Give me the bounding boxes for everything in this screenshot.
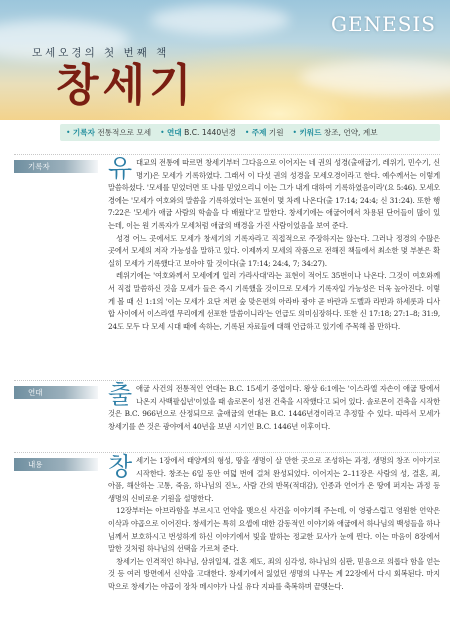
section-label-content: 내용 — [14, 458, 98, 471]
cloud-decoration — [150, 5, 290, 35]
info-item-keyword: • 키워드 창조, 언약, 계보 — [292, 128, 378, 137]
dropcap: 유 — [108, 154, 133, 183]
date-body: 출애굽 사건의 전통적인 연대는 B.C. 15세기 중엽이다. 왕상 6:1에는 '이스라엘 자손이 애굽 땅에서 나온지 사백팔십년'이었을 때 솔로몬이 성전 건축을 시작했다고 되어 있다. 솔로몬이 건축을 시작한 것은 B.C. 966년으로 산정되므로 출애굽의 연대는 B.C. 1446년경이라고 추정할 수 있다. 따라서 모세가 창세기를 쓴 것은 광야에서 40년을 보낸 시기인 B.C. 1446년 이후이다. — [108, 380, 440, 431]
title-banner — [0, 0, 450, 120]
info-item-author: • 기록자 전통적으로 모세 — [66, 128, 152, 137]
author-body: 유대교의 전통에 따르면 창세기부터 그다음으로 이어지는 네 권의 성경(출애굽기, 레위기, 민수기, 신명기)은 모세가 기록하였다. 그래서 이 다섯 권의 성경을 모세오경이라고 한다. 예수께서는 이렇게 말씀하셨다. '모세를 믿었더면 또 나를 믿었으리니 이는 그가 내게 대하여 기록하였음이라'(요 5:46). 모세오경에는 '모세가 여호와의 말씀을 기록하였더'는 표현이 몇 차례 나온다(출 17:14; 24:4; 신 31:24). 또한 행 7:22은 '모세가 애굽 사람의 학술을 다 배웠다'고 말한다. 창세기에는 애굽어에서 차용된 단어들이 많이 있는데, 이는 원 기록자가 모세처럼 애굽의 배경을 가진 사람이었음을 보여 준다. 성경 어느 곳에서도 모세가 창세기의 기록자라고 직접적으로 주장하지는 않는다. 그러나 정경의 수많은 곳에서 모세의 저작 가능성을 말하고 있다. 이제까지 모세의 작품으로 전해진 책들에서 최소한 몇 부분은 확실히 모세가 기록했다고 보아야 할 것이다(출 17:14; 24:4, 7; 34:27). 레위기에는 '여호와께서 모세에게 일러 가라사대'라는 표현이 적어도 35번이나 나온다. 그것이 여호와께서 직접 말씀하신 것을 모세가 들은 즉시 기록했을 것이므로 모세가 기록자일 가능성은 더욱 높아진다. 이렇게 볼 때 신 1:1의 '이는 모세가 요단 저편 숲 맞은편의 아라바 광야 곧 바란과 도벨과 라반과 하세롯과 디사합 사이에서 이스라엘 무리에게 선포한 말씀이니라'는 언급도 의미심장하다. 또한 신 17:18; 27:1–8; 31:9, 24도 모두 다 모세 시대 때에 속하는, 기록된 자료들에 대해 언급하고 있기에 주목해 볼 만하다. — [108, 154, 440, 331]
info-item-theme: • 주제 기원 — [244, 128, 284, 137]
section-label-author: 기록자 — [14, 160, 98, 173]
section-label-date: 연대 — [14, 386, 98, 399]
english-title: GENESIS — [331, 12, 436, 36]
dropcap: 창 — [108, 452, 133, 481]
info-bar — [60, 124, 440, 141]
cloud-decoration — [300, 60, 450, 95]
page-title: 창세기 — [56, 60, 196, 111]
book-subtitle: 모세오경의 첫 번째 책 — [32, 47, 170, 59]
content-body: 창세기는 1장에서 태양계의 형성, 땅을 생명이 살 만한 곳으로 조성하는 과정, 생명의 창조 이야기로 시작한다. 창조는 6일 동안 여덟 번에 걸쳐 완성되었다. 이어지는 2–11장은 사람의 성, 결혼, 죄, 아픔, 해산하는 고통, 죽음, 하나님의 진노, 사람 간의 반목(적대감), 인종과 언어가 온 땅에 퍼지는 과정 등 생명의 신비로운 기원을 설명한다. 12장부터는 아브라함을 부르시고 언약을 맺으신 사건을 이야기해 주는데, 이 영광스럽고 영원한 언약은 이삭과 야곱으로 이어진다. 창세기는 특히 요셉에 대한 감동적인 이야기와 애굽에서 하나님의 백성들을 하나님께서 보호하시고 번성하게 하신 이야기에서 빛을 발하는 정교한 묘사가 눈에 띈다. 이는 마음이 8장에서 말한 것처럼 하나님의 선택을 가르쳐 준다. 창세기는 인격적인 하나님, 삼위일체, 결혼 제도, 죄의 심각성, 하나님의 심판, 믿음으로 의롭다 함을 얻는 것 등 여러 방면에서 신약을 고대한다. 창세기에서 잃었던 생명의 나무는 계 22장에서 다시 회복된다. 마지막으로 창세기는 야곱이 장차 메시야가 나실 유다 지파를 축복하며 끝맺는다. — [108, 452, 440, 591]
dropcap: 출 — [108, 380, 133, 409]
info-item-date: • 연대 B.C. 1440년경 — [160, 128, 236, 137]
